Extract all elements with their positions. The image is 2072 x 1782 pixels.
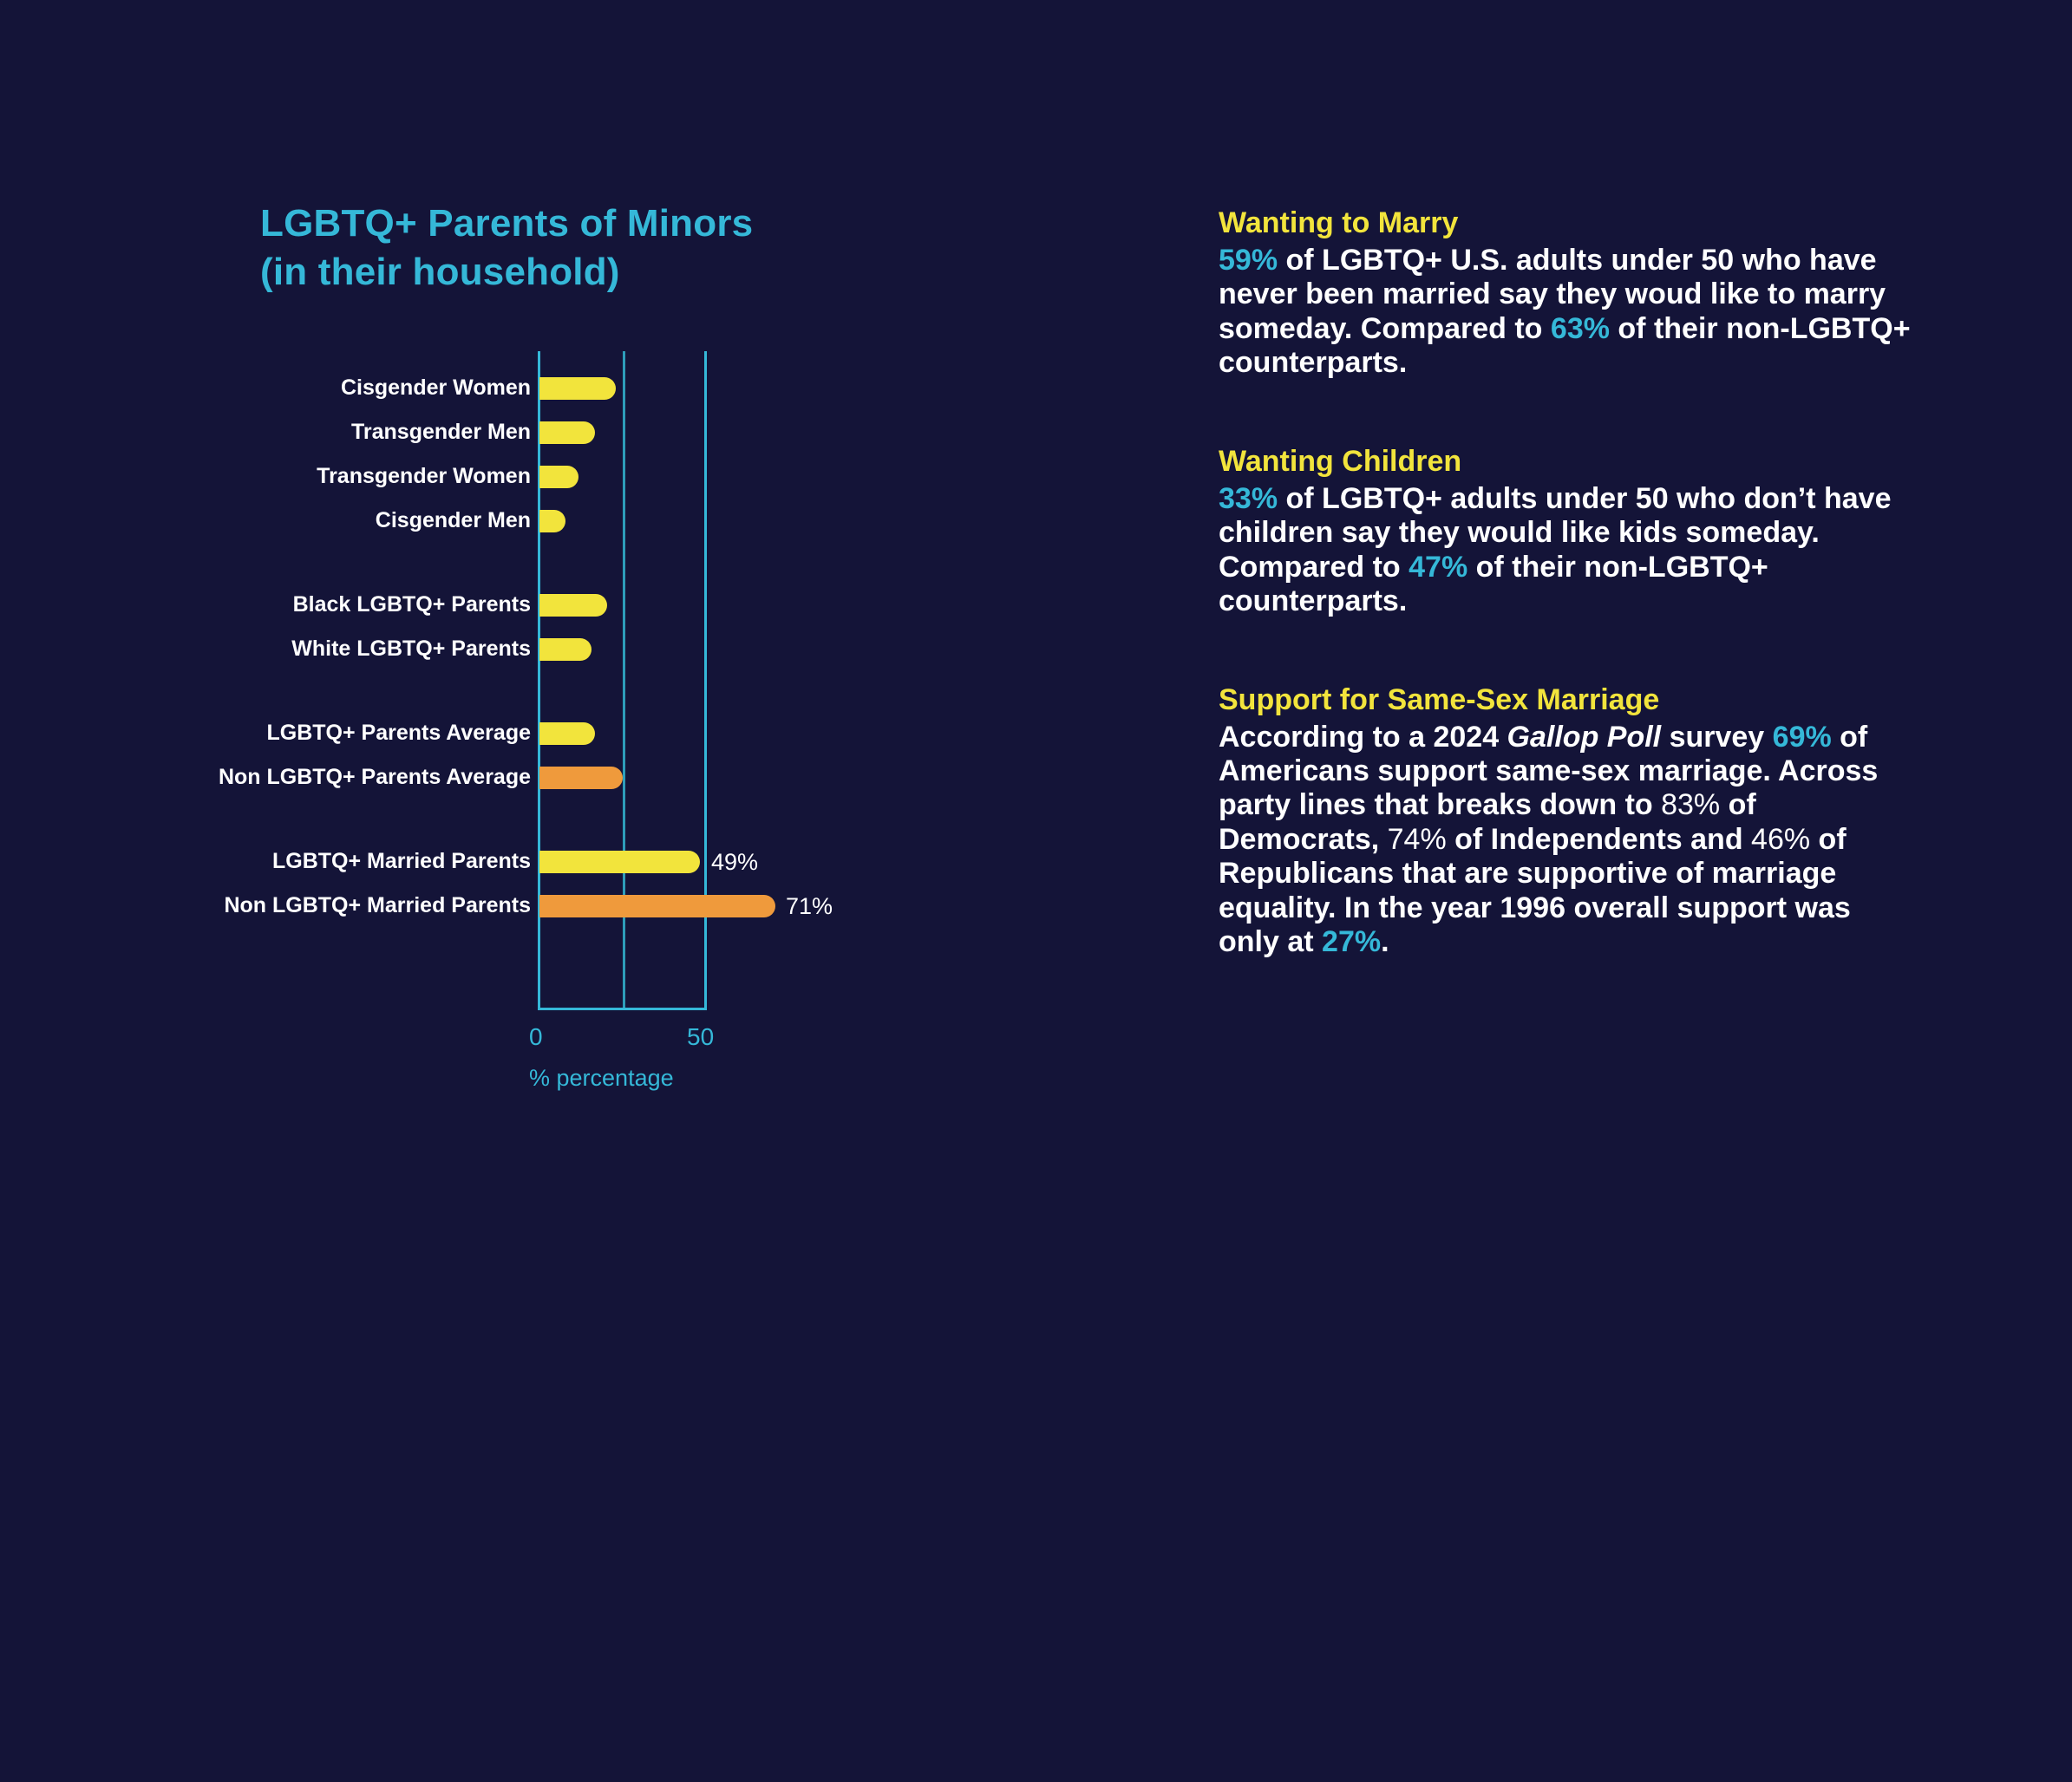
bar-black-lgbtq-parents <box>539 594 607 617</box>
table-row <box>260 459 1171 503</box>
panel-wanting-children <box>1219 445 1912 619</box>
axis-line-bottom <box>538 1008 707 1010</box>
panel-text-1: of LGBTQ+ U.S. adults under 50 who have never been married say they woud like to marry someday. Compared to <box>1219 244 1886 345</box>
bar-cisgender-men <box>539 510 565 532</box>
stat-27-percent: 27% <box>1322 925 1382 959</box>
stat-83-percent: 83% <box>1661 788 1721 822</box>
table-row <box>260 844 1171 888</box>
bar-label-transgender-women: Transgender Women <box>317 463 531 488</box>
marriage-text-2: survey <box>1661 720 1773 754</box>
panel-body-wanting-to-marry <box>1219 244 1912 381</box>
marriage-text-7: . <box>1381 925 1389 959</box>
chart-title-line-2: (in their household) <box>260 251 620 294</box>
stat-69-percent: 69% <box>1772 720 1832 754</box>
row-spacer <box>260 804 1171 844</box>
x-axis-tick-50: 50 <box>687 1022 715 1050</box>
panel-text-2: of their non-LGBTQ+ counterparts. <box>1219 311 1911 380</box>
panel-heading-wanting-children: Wanting Children <box>1219 444 1462 478</box>
row-spacer <box>260 676 1171 715</box>
panel-heading-wanting-to-marry: Wanting to Marry <box>1219 206 1459 239</box>
row-spacer <box>260 547 1171 587</box>
x-axis-caption: % percentage <box>529 1064 674 1091</box>
stat-33-percent: 33% <box>1219 481 1278 515</box>
chart-plot-area <box>218 351 1171 1091</box>
stat-59-percent: 59% <box>1219 244 1278 277</box>
table-row <box>224 888 1171 932</box>
table-row <box>260 587 1171 631</box>
chart-panel <box>218 199 1171 1091</box>
bar-value-lgbtq-married-parents: 49% <box>711 848 759 875</box>
bar-rows <box>218 370 1171 932</box>
marriage-text-4: of Democrats, <box>1219 788 1756 856</box>
bar-non-lgbtq-parents-average <box>539 767 623 789</box>
table-row <box>260 503 1171 547</box>
x-axis-tick-0: 0 <box>529 1022 543 1050</box>
bar-transgender-women <box>539 466 578 488</box>
marriage-text-1: According to a 2024 <box>1219 720 1507 754</box>
bar-label-black-lgbtq-parents: Black LGBTQ+ Parents <box>292 591 531 617</box>
bar-cisgender-women <box>539 377 616 400</box>
panel-support-same-sex-marriage <box>1219 683 1912 960</box>
bar-white-lgbtq-parents <box>539 638 592 661</box>
table-row <box>260 715 1171 760</box>
bar-lgbtq-parents-average <box>539 722 595 745</box>
table-row <box>218 760 1171 804</box>
stat-74-percent: 74% <box>1387 822 1447 856</box>
panel-heading-support-same-sex-marriage: Support for Same-Sex Marriage <box>1219 682 1660 716</box>
stat-63-percent: 63% <box>1550 311 1610 345</box>
table-row <box>260 370 1171 414</box>
table-row <box>260 631 1171 676</box>
stat-46-percent: 46% <box>1751 822 1811 856</box>
stat-47-percent: 47% <box>1409 550 1468 584</box>
bar-lgbtq-married-parents <box>539 851 700 873</box>
source-gallop-poll: Gallop Poll <box>1507 720 1662 754</box>
bar-non-lgbtq-married-parents <box>539 895 775 917</box>
bar-label-non-lgbtq-parents-average: Non LGBTQ+ Parents Average <box>218 764 531 789</box>
bar-label-transgender-men: Transgender Men <box>351 419 531 444</box>
bar-transgender-men <box>539 421 595 444</box>
chart-title-line-1: LGBTQ+ Parents of Minors <box>260 202 754 245</box>
bar-label-lgbtq-married-parents: LGBTQ+ Married Parents <box>272 848 531 873</box>
bar-label-white-lgbtq-parents: White LGBTQ+ Parents <box>291 636 531 661</box>
table-row <box>260 414 1171 459</box>
panel-text-1: of LGBTQ+ adults under 50 who don’t have children say they would like kids someday. Compared to <box>1219 481 1892 584</box>
panel-body-support-same-sex-marriage <box>1219 721 1912 960</box>
bar-label-cisgender-men: Cisgender Men <box>375 507 531 532</box>
bar-value-non-lgbtq-married-parents: 71% <box>786 892 833 919</box>
bar-label-lgbtq-parents-average: LGBTQ+ Parents Average <box>266 720 531 745</box>
panel-text-2: of their non-LGBTQ+ counterparts. <box>1219 550 1768 618</box>
panel-wanting-to-marry <box>1219 206 1912 381</box>
marriage-text-3: of Americans support same-sex marriage. Across party lines that breaks down to <box>1219 720 1879 822</box>
text-panel <box>1219 206 1912 960</box>
marriage-text-6: of Republicans that are supportive of marriage equality. In the year 1996 overall support was only at <box>1219 822 1851 959</box>
bar-label-non-lgbtq-married-parents: Non LGBTQ+ Married Parents <box>224 892 531 917</box>
panel-body-wanting-children <box>1219 482 1912 619</box>
bar-label-cisgender-women: Cisgender Women <box>340 375 531 400</box>
chart-title <box>260 199 1171 297</box>
marriage-text-5: of Independents and <box>1446 822 1752 856</box>
